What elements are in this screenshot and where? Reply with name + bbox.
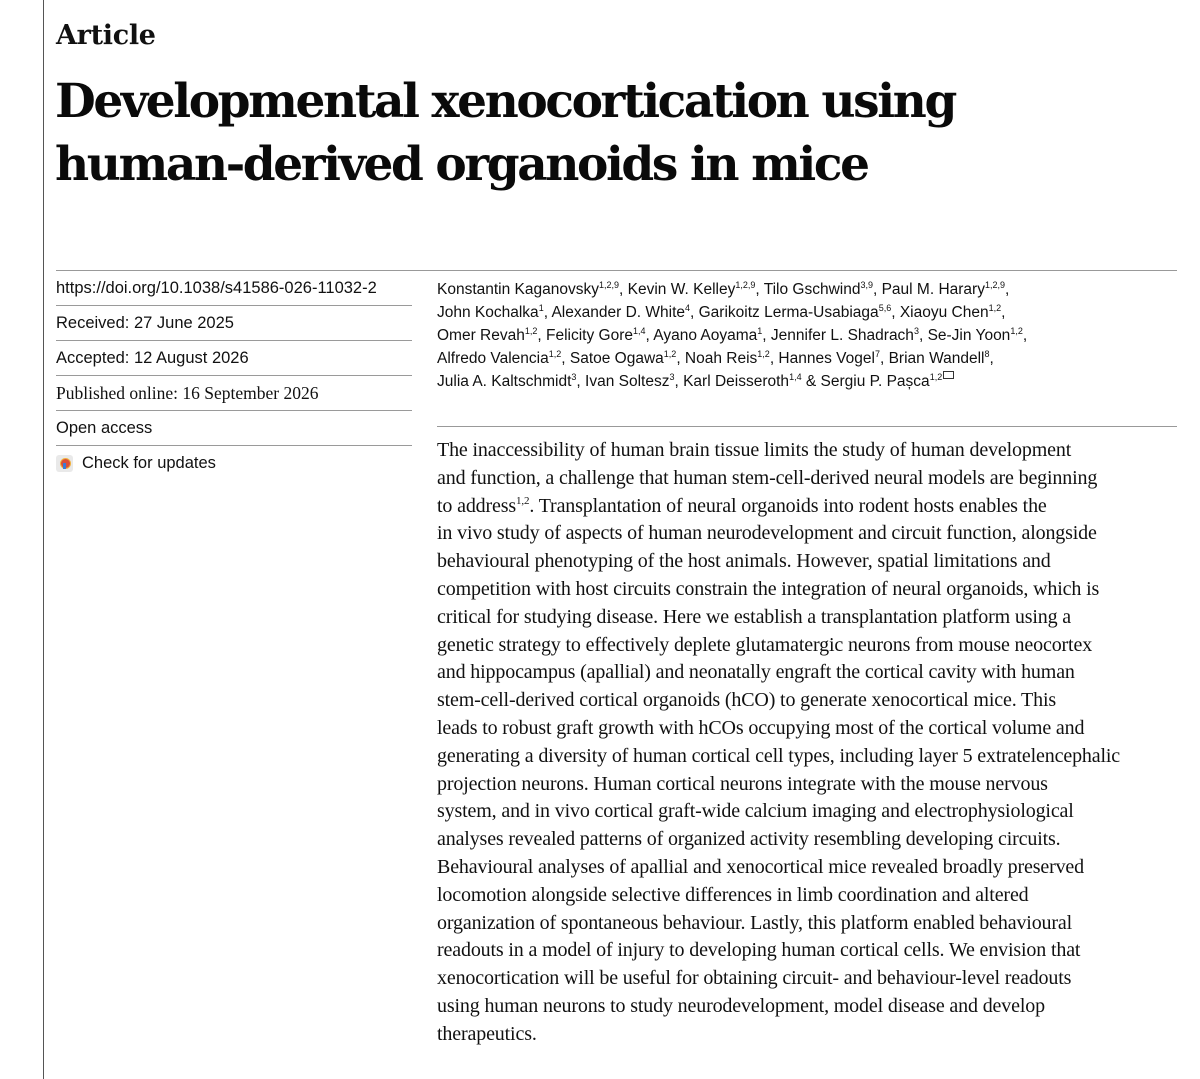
affiliation-superscript: 1,2,9	[984, 280, 1005, 290]
article-metadata	[56, 271, 412, 480]
accepted-date: Accepted: 12 August 2026	[56, 341, 412, 376]
affiliation-superscript: 1	[538, 303, 544, 313]
abstract-line: locomotion alongside selective differences in limb coordination and altered	[437, 883, 1029, 906]
affiliation-superscript: 4	[685, 303, 691, 313]
received-date: Received: 27 June 2025	[56, 306, 412, 341]
title-line: Developmental xenocortication using	[55, 74, 955, 129]
author-name: , Paul M. Harary	[872, 281, 985, 298]
check-for-updates-label: Check for updates	[82, 453, 216, 472]
affiliation-superscript: 1,2	[757, 349, 770, 359]
author-name: , Ayano Aoyama	[645, 327, 758, 344]
author-name: , Noah Reis	[676, 350, 758, 367]
reference-superscript[interactable]: 1,2	[516, 494, 530, 507]
author-name: ,	[989, 350, 994, 367]
abstract-line: and hippocampus (apallial) and neonatally engraft the cortical cavity with human	[437, 661, 1075, 684]
author-line	[437, 324, 1177, 347]
abstract-line: projection neurons. Human cortical neurons integrate with the mouse nervous	[437, 772, 1048, 795]
published-date: Published online: 16 September 2026	[56, 376, 412, 411]
author-name: , Jennifer L. Shadrach	[762, 327, 914, 344]
author-name: John Kochalka	[437, 304, 539, 321]
author-name: , Garikoitz Lerma-Usabiaga	[690, 304, 879, 321]
affiliation-superscript: 3,9	[860, 280, 873, 290]
affiliation-superscript: 1,2	[548, 349, 562, 359]
abstract-line: The inaccessibility of human brain tissue limits the study of human development	[437, 439, 1072, 461]
abstract-line: therapeutics.	[437, 1022, 537, 1045]
affiliation-superscript: 1,2	[1010, 326, 1023, 336]
affiliation-superscript: 1,4	[789, 372, 802, 382]
author-name: Julia A. Kaltschmidt	[437, 373, 572, 390]
author-name: ,	[1022, 327, 1028, 344]
affiliation-superscript: 5,6	[878, 303, 892, 313]
author-line	[437, 278, 1177, 301]
affiliation-superscript: 1,4	[633, 326, 646, 336]
abstract-line: using human neurons to study neurodevelopment, model disease and develop	[437, 994, 1045, 1017]
author-name: , Karl Deisseroth	[674, 373, 790, 390]
abstract-line: and function, a challenge that human stem-cell-derived neural models are beginning	[437, 466, 1098, 489]
author-name: Konstantin Kaganovsky	[437, 281, 599, 298]
abstract-line: critical for studying disease. Here we establish a transplantation platform using a	[437, 605, 1072, 628]
affiliation-superscript: 3	[669, 372, 675, 382]
open-access-label: Open access	[56, 411, 412, 446]
author-name: , Se-Jin Yoon	[918, 327, 1011, 344]
author-line	[437, 347, 1177, 370]
abstract-line: behavioural phenotyping of the host animals. However, spatial limitations and	[437, 550, 1051, 573]
affiliation-superscript: 1,2,9	[735, 280, 756, 290]
abstract-line: genetic strategy to effectively deplete glutamatergic neurons from mouse neocortex	[437, 633, 1093, 656]
affiliation-superscript: 1,2,9	[599, 280, 620, 290]
abstract-line: xenocortication will be useful for obtaining circuit- and behaviour-level readouts	[437, 967, 1072, 990]
left-margin-rule	[43, 0, 44, 1079]
abstract-line: in vivo study of aspects of human neurodevelopment and circuit function, alongside	[437, 522, 1097, 545]
affiliation-superscript: 1	[757, 326, 763, 336]
abstract-text: to address	[437, 494, 517, 517]
author-name: , Brian Wandell	[879, 350, 985, 367]
affiliation-superscript: 1,2	[524, 326, 538, 336]
author-line	[437, 370, 1177, 393]
abstract-divider	[437, 426, 1177, 427]
abstract-text: . Transplantation of neural organoids into rodent hosts enables the	[529, 494, 1047, 517]
author-name: , Kevin W. Kelley	[619, 281, 736, 298]
affiliation-superscript: 7	[874, 349, 880, 359]
affiliation-superscript: 1,2	[988, 303, 1002, 313]
author-name: , Hannes Vogel	[769, 350, 875, 367]
author-name: , Ivan Soltesz	[576, 373, 670, 390]
author-name: , Xiaoyu Chen	[891, 304, 989, 321]
abstract-line: readouts in a model of injury to developing human cortical cells. We envision that	[437, 939, 1081, 962]
affiliation-superscript: 3	[913, 326, 919, 336]
check-for-updates-icon	[56, 455, 73, 472]
check-for-updates-button[interactable]	[56, 446, 412, 480]
mail-icon[interactable]	[943, 371, 954, 379]
article-type-label: Article	[56, 20, 156, 51]
author-name: & Sergiu P. Pașca	[801, 373, 930, 390]
abstract-line: stem-cell-derived cortical organoids (hCO) to generate xenocortical mice. This	[437, 689, 1056, 712]
abstract-line: leads to robust graft growth with hCOs occupying most of the cortical volume and	[437, 716, 1085, 739]
author-name: , Felicity Gore	[537, 327, 633, 344]
author-name: , Alexander D. White	[543, 304, 685, 321]
doi-link[interactable]: https://doi.org/10.1038/s41586-026-11032-2	[56, 271, 412, 306]
author-name: ,	[1005, 281, 1010, 298]
abstract	[437, 437, 1187, 1049]
affiliation-superscript: 1,2	[929, 372, 943, 382]
abstract-line: system, and in vivo cortical graft-wide calcium imaging and electrophysiological	[437, 800, 1074, 823]
title-line: human-derived organoids in mice	[55, 137, 868, 192]
author-line	[437, 301, 1177, 324]
abstract-line: Behavioural analyses of apallial and xenocortical mice revealed broadly preserved	[437, 855, 1085, 878]
author-name: Alfredo Valencia	[437, 350, 549, 367]
author-name: Omer Revah	[437, 327, 525, 344]
abstract-line	[437, 493, 1187, 521]
abstract-line: analyses revealed patterns of organized activity resembling developing circuits.	[437, 828, 1061, 851]
article-title	[55, 70, 1155, 196]
abstract-line: organization of spontaneous behaviour. Lastly, this platform enabled behavioural	[437, 911, 1073, 934]
affiliation-superscript: 1,2	[663, 349, 677, 359]
author-name: , Tilo Gschwind	[755, 281, 861, 298]
affiliation-superscript: 3	[571, 372, 577, 382]
abstract-line: generating a diversity of human cortical cell types, including layer 5 extratelencephalic	[437, 744, 1121, 767]
author-name: , Satoe Ogawa	[561, 350, 664, 367]
author-name: ,	[1001, 304, 1006, 321]
affiliation-superscript: 8	[984, 349, 990, 359]
author-list	[437, 278, 1177, 393]
abstract-line: competition with host circuits constrain the integration of neural organoids, which is	[437, 577, 1100, 600]
